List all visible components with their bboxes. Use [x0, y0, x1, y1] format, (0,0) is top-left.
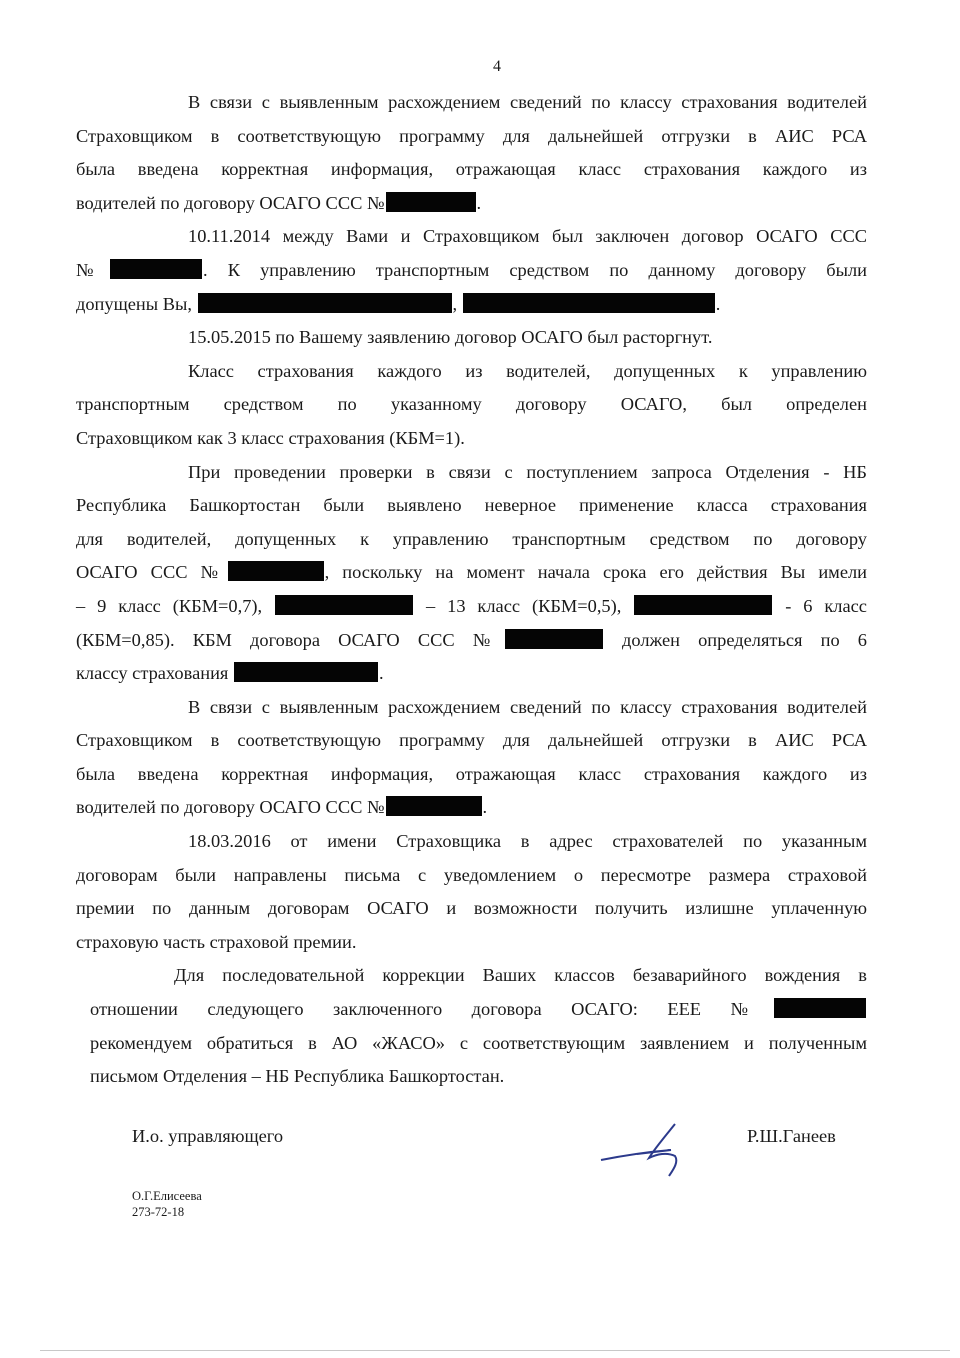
executor-phone: 273-72-18 — [132, 1205, 185, 1219]
signer-name: Р.Ш.Ганеев — [747, 1126, 836, 1146]
redaction-block — [505, 629, 603, 649]
text-line — [76, 791, 867, 825]
text-line: В связи с выявленным расхождением сведений по классу страхования водителей — [188, 696, 867, 717]
text-fragment: – 9 класс (КБМ=0,7), — [76, 595, 263, 616]
paragraph-7 — [76, 825, 867, 959]
text-line: Для последовательной коррекции Ваших классов безаварийного вождения в — [174, 965, 867, 986]
text-fragment: классу страхования — [76, 663, 229, 684]
redaction-block — [386, 796, 482, 816]
text-line: страховую часть страховой премии. — [76, 931, 357, 952]
text-fragment: № — [76, 259, 110, 280]
text-fragment: отношении следующего заключенного договора ОСАГО: ЕЕЕ № — [90, 999, 773, 1020]
text-fragment: должен определяться по 6 — [622, 629, 867, 650]
text-line: Республика Башкортостан были выявлено неверное применение класса страхования — [76, 495, 867, 516]
text-fragment: ОСАГО ССС № — [76, 562, 227, 583]
handwritten-signature-icon — [597, 1118, 697, 1180]
text-line: 18.03.2016 от имени Страховщика в адрес страхователей по указанным — [188, 831, 867, 852]
redaction-block — [275, 595, 413, 615]
redaction-block — [774, 998, 866, 1018]
paragraph-3: 15.05.2015 по Вашему заявлению договор ОСАГО был расторгнут. — [188, 327, 713, 348]
paragraph-5 — [76, 456, 868, 691]
text-line: Страховщиком в соответствующую программу для дальнейшей отгрузки в АИС РСА — [76, 125, 867, 146]
text-line: В связи с выявленным расхождением сведений по классу страхования водителей — [188, 92, 867, 112]
paragraph-2 — [76, 220, 867, 321]
text-line: При проведении проверки в связи с поступлением запроса Отделения - НБ — [188, 461, 867, 482]
paragraph-4 — [76, 355, 867, 456]
paragraph-6 — [76, 691, 867, 825]
redaction-block — [634, 595, 772, 615]
text-line: была введена корректная информация, отражающая класс страхования каждого из — [76, 763, 867, 784]
text-fragment: . — [482, 797, 488, 818]
text-fragment: водителей по договору ОСАГО ССС № — [76, 797, 385, 818]
page-number: 4 — [493, 58, 501, 75]
executor-info — [132, 1188, 202, 1220]
text-line: для водителей, допущенных к управлению транспортным средством по договору — [76, 528, 867, 549]
redaction-block — [228, 561, 324, 581]
text-line: договорам были направлены письма с уведомлением о пересмотре размера страховой — [76, 864, 867, 885]
text-line: была введена корректная информация, отражающая класс страхования каждого из — [76, 159, 867, 180]
text-line — [76, 254, 867, 288]
redaction-block — [198, 293, 452, 313]
text-fragment: . — [715, 293, 721, 314]
text-line: Страховщиком как 3 класс страхования (КБМ=1). — [76, 427, 465, 448]
text-line: премии по данным договорам ОСАГО и возможности получить излишне уплаченную — [76, 898, 867, 919]
redaction-block — [234, 662, 378, 682]
text-line — [76, 556, 868, 590]
paragraph-1 — [76, 86, 867, 220]
text-line: Страховщиком в соответствующую программу для дальнейшей отгрузки в АИС РСА — [76, 730, 867, 751]
text-fragment: (КБМ=0,85). КБМ договора ОСАГО ССС № — [76, 629, 504, 650]
text-fragment: , — [452, 293, 458, 314]
text-line: Класс страхования каждого из водителей, допущенных к управлению — [188, 360, 867, 381]
text-line — [76, 288, 867, 322]
text-line: транспортным средством по указанному договору ОСАГО, был определен — [76, 394, 867, 415]
paragraph-8 — [90, 959, 867, 1093]
text-fragment: , поскольку на момент начала срока его действия Вы имели — [324, 562, 868, 583]
text-line: 10.11.2014 между Вами и Страховщиком был заключен договор ОСАГО ССС — [188, 226, 867, 247]
text-line — [76, 187, 867, 221]
text-line — [76, 657, 867, 691]
redaction-block — [110, 259, 202, 279]
signer-title: И.о. управляющего — [132, 1126, 284, 1146]
text-line — [90, 993, 867, 1027]
text-line — [76, 590, 867, 624]
redaction-block — [463, 293, 715, 313]
text-fragment: - 6 класс — [785, 595, 867, 616]
text-line: рекомендуем обратиться в АО «ЖАСО» с соответствующим заявлением и полученным — [90, 1032, 867, 1053]
signature-block — [132, 1118, 867, 1188]
text-line: письмом Отделения – НБ Республика Башкортостан. — [90, 1066, 505, 1087]
page-edge-line — [40, 1350, 950, 1351]
redaction-block — [386, 192, 476, 212]
text-fragment: . — [476, 192, 482, 213]
executor-name: О.Г.Елисеева — [132, 1189, 202, 1203]
text-fragment: – 13 класс (КБМ=0,5), — [426, 595, 622, 616]
text-fragment: . — [378, 663, 384, 684]
text-line — [76, 624, 867, 658]
text-fragment: допущены Вы, — [76, 293, 192, 314]
letter-body — [76, 86, 868, 1094]
text-fragment: . К управлению транспортным средством по данному договору были — [203, 259, 867, 280]
text-fragment: водителей по договору ОСАГО ССС № — [76, 192, 385, 213]
